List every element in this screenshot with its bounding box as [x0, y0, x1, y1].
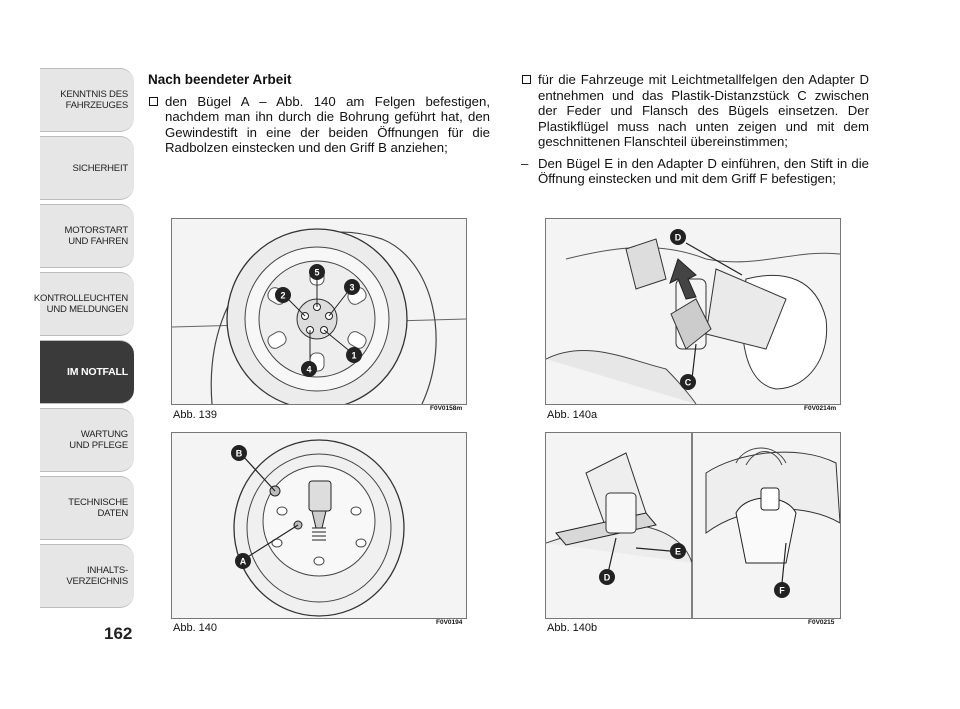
tab-kenntnis[interactable] [40, 68, 134, 132]
tab-im-notfall[interactable] [40, 340, 134, 404]
marker-3 [344, 279, 360, 295]
left-column [148, 72, 490, 156]
figure-code: F0V0214m [804, 405, 837, 412]
marker-1 [346, 347, 362, 363]
figure-caption: Abb. 139 [173, 409, 218, 421]
dash-symbol: – [521, 155, 529, 171]
figure-caption: Abb. 140 [173, 622, 218, 634]
tab-kontrolleuchten[interactable] [33, 272, 134, 336]
svg-text:4: 4 [306, 364, 312, 375]
figure-140a-adapter [545, 218, 841, 405]
tab-label: KENNTNIS DES FAHRZEUGES [60, 89, 128, 111]
instruction-dash [521, 156, 869, 187]
figure-140-spare-wheel [171, 432, 467, 619]
tab-label: INHALTS- VERZEICHNIS [66, 565, 128, 587]
marker-2 [275, 287, 291, 303]
svg-text:F: F [779, 585, 785, 596]
figure-caption: Abb. 140a [547, 409, 598, 421]
right-column [521, 72, 869, 187]
chapter-sidebar [33, 68, 134, 612]
marker-a [235, 553, 251, 569]
marker-d [599, 569, 615, 585]
marker-d [670, 229, 686, 245]
tab-sicherheit[interactable] [40, 136, 134, 200]
marker-c [680, 374, 696, 390]
page-number: 162 [104, 624, 133, 643]
tab-label: TECHNISCHE DATEN [68, 497, 128, 519]
figure-caption: Abb. 140b [547, 622, 598, 634]
marker-b [231, 445, 247, 461]
tab-label: IM NOTFALL [67, 365, 128, 378]
figure-code: F0V0215 [808, 619, 835, 626]
tab-label: MOTORSTART UND FAHREN [64, 225, 128, 247]
tab-inhaltsverzeichnis[interactable] [40, 544, 134, 608]
svg-text:2: 2 [280, 290, 286, 301]
svg-text:A: A [239, 556, 247, 567]
marker-5 [309, 264, 325, 280]
tab-technische-daten[interactable] [40, 476, 134, 540]
instruction-bullet: den Bügel A – Abb. 140 am Felgen befestigen, nachdem man ihn durch die Bohrung geführt hat, den Gewindestift in eine der beiden Öffnungen für die Radbolzen einstecken und den Griff B anziehen; [148, 94, 490, 156]
figure-code: F0V0194 [436, 619, 463, 626]
tab-label: WARTUNG UND PFLEGE [69, 429, 128, 451]
marker-e [670, 543, 686, 559]
figure-139-wheel [171, 218, 467, 405]
tab-motorstart[interactable] [40, 204, 134, 268]
tab-wartung[interactable] [40, 408, 134, 472]
marker-4 [301, 361, 317, 377]
figure-140b-insertion [545, 432, 841, 619]
svg-text:1: 1 [351, 350, 357, 361]
section-heading: Nach beendeter Arbeit [148, 72, 292, 87]
marker-f [774, 582, 790, 598]
svg-text:C: C [684, 377, 692, 388]
svg-text:D: D [603, 572, 611, 583]
instruction-bullet: für die Fahrzeuge mit Leichtmetallfelgen den Adapter D entnehmen und das Plastik-Distanzstück C zwischen der Feder und Flansch des Bügels einsetzen. Der Plastikflügel muss nach unten zeigen und mit dem geschnittenen Flanschteil übereinstimmen; [521, 72, 869, 150]
svg-text:D: D [674, 232, 682, 243]
tab-label: SICHERHEIT [72, 162, 128, 174]
dash-text: Den Bügel E in den Adapter D einführen, den Stift in die Öffnung einstecken und mit dem Griff F befestigen; [538, 155, 869, 186]
svg-text:E: E [674, 546, 682, 557]
tab-label: KONTROLLEUCHTEN UND MELDUNGEN [33, 293, 128, 315]
figure-code: F0V0158m [430, 405, 463, 412]
svg-text:5: 5 [314, 267, 320, 278]
svg-text:3: 3 [349, 282, 355, 293]
svg-text:B: B [235, 448, 243, 459]
